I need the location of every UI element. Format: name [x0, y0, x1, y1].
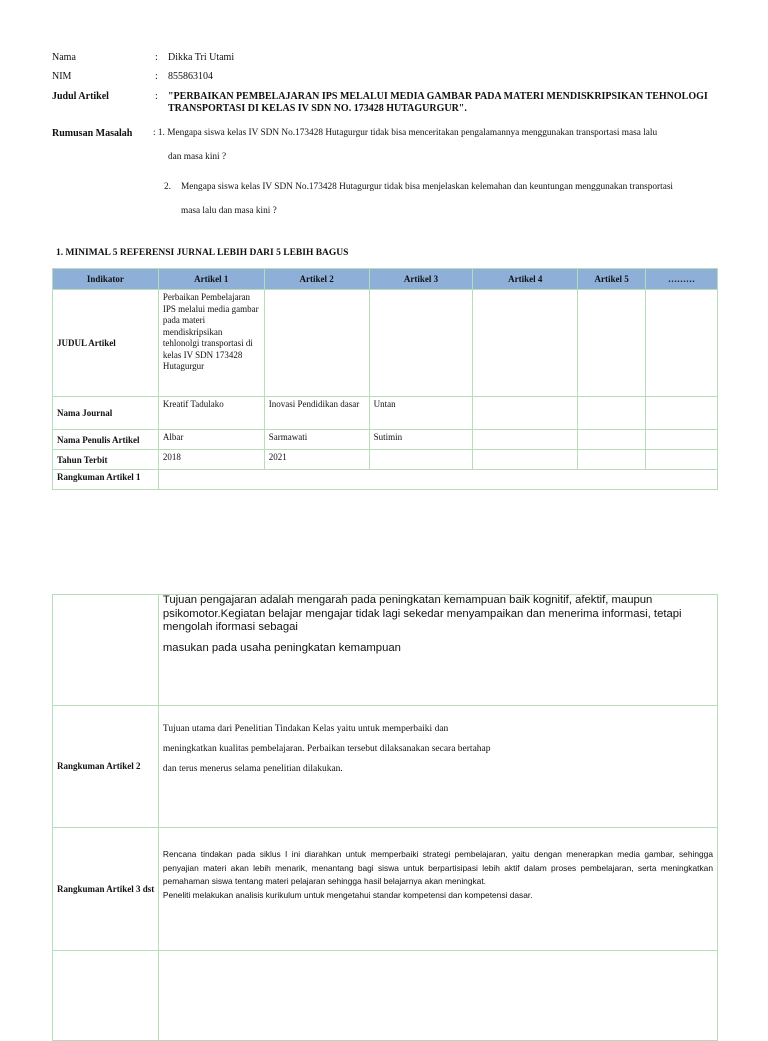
tahun-artikel-1: 2018 — [158, 450, 264, 470]
penulis-artikel-1: Albar — [158, 430, 264, 450]
table-row — [53, 450, 718, 470]
header-artikel-1: Artikel 1 — [158, 269, 264, 290]
table-row — [53, 951, 718, 1041]
row-label-judul: JUDUL Artikel — [53, 290, 159, 397]
nama-value: Dikka Tri Utami — [168, 52, 235, 63]
row-label-journal: Nama Journal — [53, 397, 159, 430]
rumusan-item-1-cont: dan masa kini ? — [168, 152, 227, 162]
rangkuman-2-line-3: dan terus menerus selama penelitian dilakukan. — [162, 764, 343, 774]
rangkuman-1-text — [158, 595, 717, 706]
row-label-rangkuman-3: Rangkuman Artikel 3 dst — [53, 828, 159, 951]
rangkuman-2-line-1: Tujuan utama dari Penelitian Tindakan Kelas yaitu untuk memperbaiki dan — [162, 724, 449, 734]
judul-label: Judul Artikel — [52, 91, 109, 102]
table-row — [53, 397, 718, 430]
table-header-row — [53, 269, 718, 290]
nim-label: NIM — [52, 71, 72, 82]
rangkuman-1-paragraph-2: masukan pada usaha peningkatan kemampuan — [162, 641, 401, 654]
header-artikel-3: Artikel 3 — [369, 269, 473, 290]
header-more: ……… — [646, 269, 718, 290]
table-row — [53, 430, 718, 450]
section-title: 1. MINIMAL 5 REFERENSI JURNAL LEBIH DARI 5 LEBIH BAGUS — [56, 248, 349, 258]
rangkuman-2-line-2: meningkatkan kualitas pembelajaran. Perbaikan tersebut dilaksanakan secara bertahap — [162, 744, 491, 754]
reference-table — [52, 268, 718, 490]
rumusan-item-2: Mengapa siswa kelas IV SDN No.173428 Hutagurgur tidak bisa menjelaskan kelemahan dan keuntungan menggunakan transportasi — [181, 182, 674, 192]
journal-artikel-2: Inovasi Pendidikan dasar — [264, 397, 369, 430]
rangkuman-3-paragraph: Rencana tindakan pada siklus I ini diarahkan untuk memperbaiki strategi pembelajaran, yaitu dengan menerapkan media gambar, sehingga penyajian materi akan lebih menarik, menantang bagi siswa untuk berpartisipasi lebih aktif dalam proses pembelajaran, serta meningkatkan pemahaman siswa tentang materi pelajaran sehingga hasil belajarnya akan meningkat. — [162, 849, 713, 887]
rangkuman-3-paragraph-2: Peneliti melakukan analisis kurikulum untuk mengetahui standar kompetensi dan kompetensi dasar. — [162, 889, 533, 900]
header-indikator: Indikator — [53, 269, 159, 290]
nim-colon: : — [155, 71, 158, 82]
penulis-artikel-2: Sarmawati — [264, 430, 369, 450]
journal-artikel-1: Kreatif Tadulako — [158, 397, 264, 430]
summary-table — [52, 594, 718, 1041]
tahun-artikel-2: 2021 — [264, 450, 369, 470]
row-label-rangkuman-2: Rangkuman Artikel 2 — [53, 706, 159, 828]
rangkuman-1-paragraph: Tujuan pengajaran adalah mengarah pada peningkatan kemampuan baik kognitif, afektif, maupun psikomotor.Kegiatan belajar mengajar tidak lagi sekedar menyampaikan dan menerima informasi, tetapi mengolah iformasi sebagai — [162, 594, 682, 633]
table-row — [53, 470, 718, 490]
rumusan-label: Rumusan Masalah — [52, 128, 133, 139]
row-label-penulis: Nama Penulis Artikel — [53, 430, 159, 450]
rumusan-item-1: : 1. Mengapa siswa kelas IV SDN No.173428 Hutagurgur tidak bisa menceritakan pengalamannya menggunakan transportasi masa lalu — [153, 128, 658, 138]
rumusan-item-2-num: 2. — [164, 182, 171, 192]
header-artikel-5: Artikel 5 — [578, 269, 646, 290]
row-label-tahun: Tahun Terbit — [53, 450, 159, 470]
header-artikel-4: Artikel 4 — [473, 269, 578, 290]
rangkuman-2-text — [158, 706, 717, 828]
table-row — [53, 290, 718, 397]
table-row — [53, 706, 718, 828]
judul-artikel-1: Perbaikan Pembelajaran IPS melalui media gambar pada materi mendiskripsikan tehlonolgi transportasi di kelas IV SDN 173428 Hutagurgur — [158, 290, 264, 397]
table-row — [53, 595, 718, 706]
judul-colon: : — [155, 91, 158, 102]
table-row — [53, 828, 718, 951]
judul-value: "PERBAIKAN PEMBELAJARAN IPS MELALUI MEDIA GAMBAR PADA MATERI MENDISKRIPSIKAN TEHNOLOGI TRANSPORTASI DI KELAS IV SDN NO. 173428 HUTAGURGUR". — [168, 91, 708, 114]
nama-label: Nama — [52, 52, 76, 63]
header-artikel-2: Artikel 2 — [264, 269, 369, 290]
nim-value: 855863104 — [168, 71, 213, 82]
penulis-artikel-3: Sutimin — [369, 430, 473, 450]
journal-artikel-3: Untan — [369, 397, 473, 430]
rangkuman-3-text — [158, 828, 717, 951]
row-label-rangkuman-1: Rangkuman Artikel 1 — [53, 470, 159, 490]
nama-colon: : — [155, 52, 158, 63]
rumusan-item-2-cont: masa lalu dan masa kini ? — [181, 206, 277, 216]
